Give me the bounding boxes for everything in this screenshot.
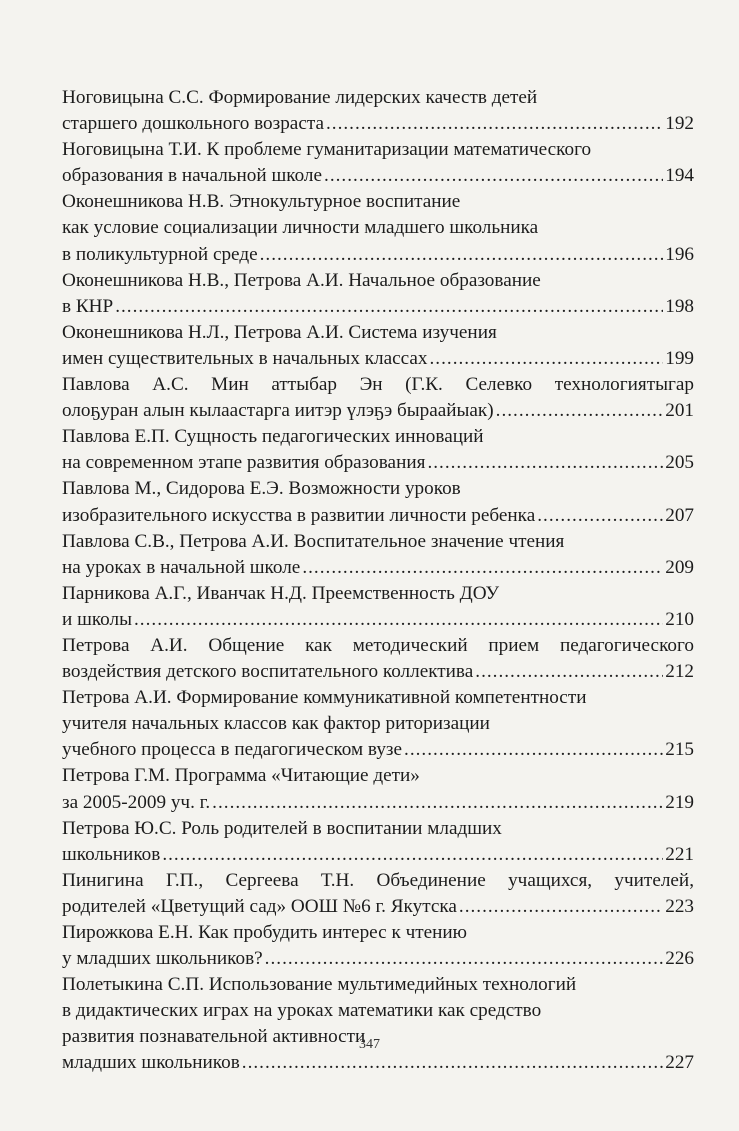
toc-entry-last-line [62,294,694,320]
toc-entry-line: Оконешникова Н.В. Этнокультурное воспитание [62,191,461,213]
toc-entry-line: Ноговицына Т.И. К проблеме гуманитаризации математического [62,139,592,161]
toc-entry [62,372,694,424]
toc-entry-text: младших школьников [62,1052,240,1074]
toc-entry-line: Пирожкова Е.Н. Как пробудить интерес к чтению [62,922,468,943]
toc-entry-text: и школы [62,608,132,630]
dot-leader [162,842,663,868]
toc-entry-last-line [62,450,694,476]
toc-page-number: 221 [665,843,694,865]
toc-page-number: 209 [665,556,694,578]
toc-entry-text: учебного процесса в педагогическом вузе [62,739,403,761]
toc-page-number: 194 [665,165,694,187]
dot-leader [459,894,663,920]
toc-entry [62,268,694,320]
toc-entry-text: на уроках в начальной школе [62,556,301,578]
toc-entry [62,85,694,137]
toc-entry-line: Павлова М., Сидорова Е.Э. Возможности уроков [62,478,461,500]
toc-entry-line: Павлова Е.П. Сущность педагогических инноваций [62,426,484,448]
toc-entry [62,816,694,868]
toc-entry [62,633,694,685]
dot-leader [115,294,663,320]
toc-page-number: 227 [665,1052,694,1074]
toc-entry-last-line [62,790,694,816]
toc-page-number: 219 [665,791,694,813]
toc-page-number: 192 [665,113,694,135]
toc-page-number: 207 [665,504,694,526]
toc-entry-line: Ноговицына С.С. Формирование лидерских качеств детей [62,87,538,108]
toc-entry-text: образования в начальной школе [62,165,323,187]
toc-entry-line: Петрова Ю.С. Роль родителей в воспитании младших [62,817,502,839]
toc-entry-text: олоҕуран алын кылаастарга иитэр үлэҕэ быраайыак) [62,400,494,422]
dot-leader [326,111,663,137]
toc-entry-last-line [62,111,694,137]
dot-leader [404,737,663,763]
toc-entry-last-line [62,659,694,685]
toc-entry-text: старшего дошкольного возраста [62,113,324,135]
toc-entry [62,763,694,815]
toc-entry-text: в КНР [62,295,114,317]
toc-entry-line: Павлова А.С. Мин аттыбар Эн (Г.К. Селевко технологиятыгар [62,374,694,396]
toc-entry-last-line [62,842,694,868]
toc-entry-text: за 2005-2009 уч. г. [62,791,211,813]
toc-entry [62,972,694,1076]
toc-entry-line: Пинигина Г.П., Сергеева Т.Н. Объединение учащихся, учителей, [62,869,694,891]
toc-entry-line: развития познавательной активности [62,1026,366,1048]
toc-entry-last-line [62,1050,694,1076]
dot-leader [302,555,663,581]
toc-entry-last-line [62,555,694,581]
toc-entry-text: на современном этапе развития образования [62,452,426,474]
toc-page-number: 201 [665,400,694,422]
toc-entry-line: Парникова А.Г., Иванчак Н.Д. Преемственность ДОУ [62,582,500,604]
dot-leader [324,163,663,189]
toc-page-number: 226 [665,948,694,970]
toc-entry [62,320,694,372]
toc-entry-text: изобразительного искусства в развитии личности ребенка [62,504,536,526]
toc-entry-text: имен существительных в начальных классах [62,347,428,369]
dot-leader [430,346,664,372]
toc-entry [62,920,694,972]
toc-entry-text: в поликультурной среде [62,243,258,265]
toc-entry-last-line [62,607,694,633]
toc-entry-line: Полетыкина С.П. Использование мультимедийных технологий [62,974,577,996]
dot-leader [537,503,663,529]
toc-entry-last-line [62,503,694,529]
toc-entry-line: учителя начальных классов как фактор риторизации [62,713,490,735]
toc-entry-last-line [62,346,694,372]
toc-entry [62,581,694,633]
dot-leader [427,450,663,476]
table-of-contents [62,85,694,1077]
toc-entry-line: Петрова А.И. Формирование коммуникативной компетентности [62,687,587,709]
toc-page-number: 198 [665,295,694,317]
toc-entry-text: родителей «Цветущий сад» ООШ №6 г. Якутска [62,895,457,917]
toc-entry-last-line [62,242,694,268]
toc-entry [62,685,694,763]
toc-entry-last-line [62,163,694,189]
toc-entry-last-line [62,737,694,763]
dot-leader [260,242,664,268]
toc-entry-text: школьников [62,843,161,865]
dot-leader [265,946,664,972]
toc-entry [62,529,694,581]
toc-entry-last-line [62,894,694,920]
toc-page-number: 223 [665,895,694,917]
toc-entry [62,868,694,920]
toc-entry-line: Оконешникова Н.Л., Петрова А.И. Система изучения [62,321,497,343]
toc-page-number: 215 [665,739,694,761]
toc-entry [62,137,694,189]
toc-entry-line: Петрова Г.М. Программа «Читающие дети» [62,765,420,787]
toc-entry-line: Павлова С.В., Петрова А.И. Воспитательное значение чтения [62,530,565,552]
toc-entry-text: воздействия детского воспитательного коллектива [62,661,474,683]
toc-entry-last-line [62,398,694,424]
toc-entry-line: Петрова А.И. Общение как методический прием педагогического [62,634,694,656]
toc-entry [62,424,694,476]
toc-page-number: 196 [665,243,694,265]
dot-leader [475,659,663,685]
toc-page-number: 205 [665,452,694,474]
toc-page-number: 199 [665,347,694,369]
toc-entry-last-line [62,946,694,972]
toc-entry [62,189,694,267]
toc-page-number: 210 [665,608,694,630]
toc-entry-line: в дидактических играх на уроках математики как средство [62,1000,542,1022]
dot-leader [496,398,664,424]
toc-entry [62,476,694,528]
toc-page-number: 212 [665,661,694,683]
dot-leader [212,790,663,816]
dot-leader [134,607,663,633]
dot-leader [242,1050,663,1076]
toc-entry-line: как условие социализации личности младшего школьника [62,217,539,239]
toc-entry-line: Оконешникова Н.В., Петрова А.И. Начальное образование [62,269,541,291]
page-number: 347 [359,1037,380,1052]
toc-entry-text: у младших школьников? [62,948,263,970]
